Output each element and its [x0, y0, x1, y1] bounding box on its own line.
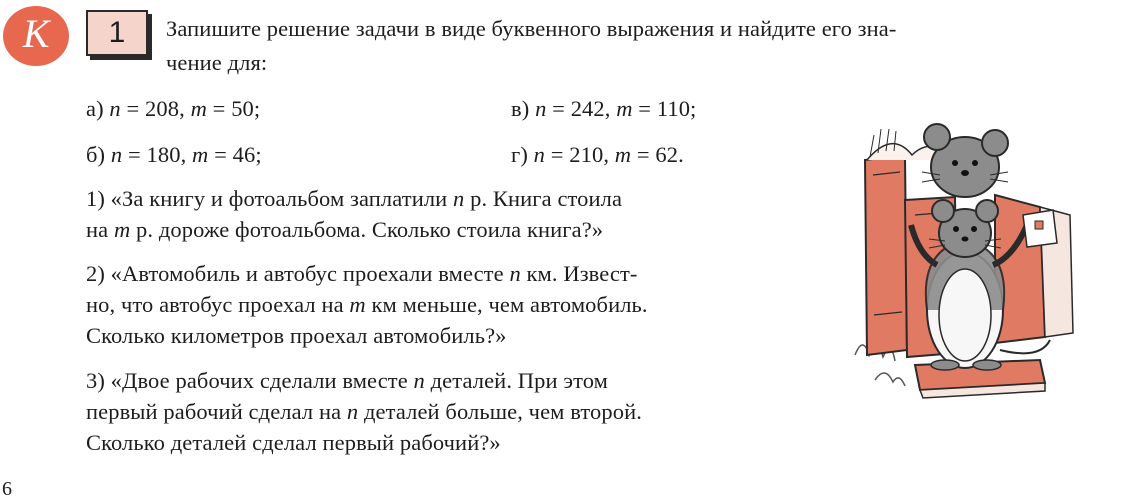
case-v: в) n = 242, m = 110; [511, 96, 697, 121]
case-b-end: ; [255, 142, 262, 167]
var-m: m [192, 142, 209, 167]
case-g-prefix: г) [511, 142, 528, 167]
case-g-m-value: 62 [655, 142, 679, 167]
case-a-n-value: 208 [145, 96, 180, 121]
case-b-n-value: 180 [146, 142, 181, 167]
var-n: n [413, 368, 425, 393]
problem-3-line-3: Сколько деталей сделал первый рабочий?» [86, 430, 501, 455]
problem-2-text: км. Извест- [520, 261, 638, 286]
problem-2-line-3: Сколько километров проехал автомобиль?» [86, 323, 507, 348]
problem-3-text: первый рабочий сделал на [86, 399, 347, 424]
mice-books-illustration [845, 115, 1085, 405]
var-n: n [509, 261, 521, 286]
var-m: m [349, 292, 366, 317]
section-badge-letter: К [22, 11, 50, 56]
var-n: n [346, 399, 359, 424]
problem-3-line-1 [86, 368, 608, 394]
eq-sign: = [636, 142, 650, 167]
problem-2-line-1 [86, 261, 638, 287]
exercise-number-box [86, 10, 148, 56]
problem-1-line-1 [86, 186, 622, 212]
case-b: б) n = 180, m = 46; [86, 142, 262, 167]
case-g: г) n = 210, m = 62. [511, 142, 684, 167]
eq-sign: = [550, 142, 564, 167]
case-b-m-value: 46 [232, 142, 256, 167]
section-badge-k [3, 6, 69, 66]
page-number-fragment: 6 [2, 478, 13, 500]
var-n: n [110, 142, 123, 167]
exercise-number: 1 [108, 16, 126, 49]
problem-2-text: км меньше, чем автомобиль. [365, 292, 648, 317]
problem-2-text: но, что автобус проехал на [86, 292, 350, 317]
eq-sign: = [638, 96, 652, 121]
eq-sign: = [127, 142, 141, 167]
problem-1-text: на [86, 217, 114, 242]
var-m: m [113, 217, 131, 242]
var-n: n [535, 96, 547, 121]
task-line-2: чение для: [166, 50, 268, 75]
eq-sign: = [552, 96, 565, 121]
var-m: m [190, 96, 207, 121]
case-v-n-value: 242 [570, 96, 605, 121]
case-g-n-value: 210 [569, 142, 604, 167]
problem-1-text: р. дороже фотоальбома. Сколько стоила книга?» [130, 217, 604, 242]
case-v-end: ; [690, 96, 697, 121]
problem-1-text: 1) «За книгу и фотоальбом заплатили [86, 186, 454, 211]
var-n: n [453, 186, 465, 211]
task-line-1: Запишите решение задачи в виде буквенного выражения и найдите его зна- [166, 16, 897, 41]
case-v-prefix: в) [511, 96, 530, 121]
problem-3-text: деталей. При этом [424, 368, 608, 393]
problem-1-line-2 [86, 217, 603, 243]
problem-2-text: 2) «Автомобиль и автобус проехали вместе [86, 261, 510, 286]
case-g-end: . [678, 142, 684, 167]
var-m: m [614, 142, 632, 167]
problem-3-line-2 [86, 399, 642, 425]
problem-1-text: р. Книга стоила [464, 186, 623, 211]
problem-3-text: 3) «Двое рабочих сделали вместе [86, 368, 414, 393]
case-v-m-value: 110 [656, 96, 691, 121]
problem-3-text: деталей больше, чем второй. [358, 399, 642, 424]
case-b-prefix: б) [86, 142, 106, 167]
case-a-end: ; [253, 96, 261, 121]
var-n: n [533, 142, 546, 167]
case-a: а) n = 208, m = 50; [86, 96, 261, 121]
eq-sign: = [212, 96, 226, 121]
eq-sign: = [214, 142, 227, 167]
case-a-prefix: а) [86, 96, 104, 121]
var-n: n [109, 96, 121, 121]
case-a-m-value: 50 [231, 96, 254, 121]
var-m: m [616, 96, 633, 121]
problem-2-line-2 [86, 292, 648, 318]
eq-sign: = [126, 96, 140, 121]
